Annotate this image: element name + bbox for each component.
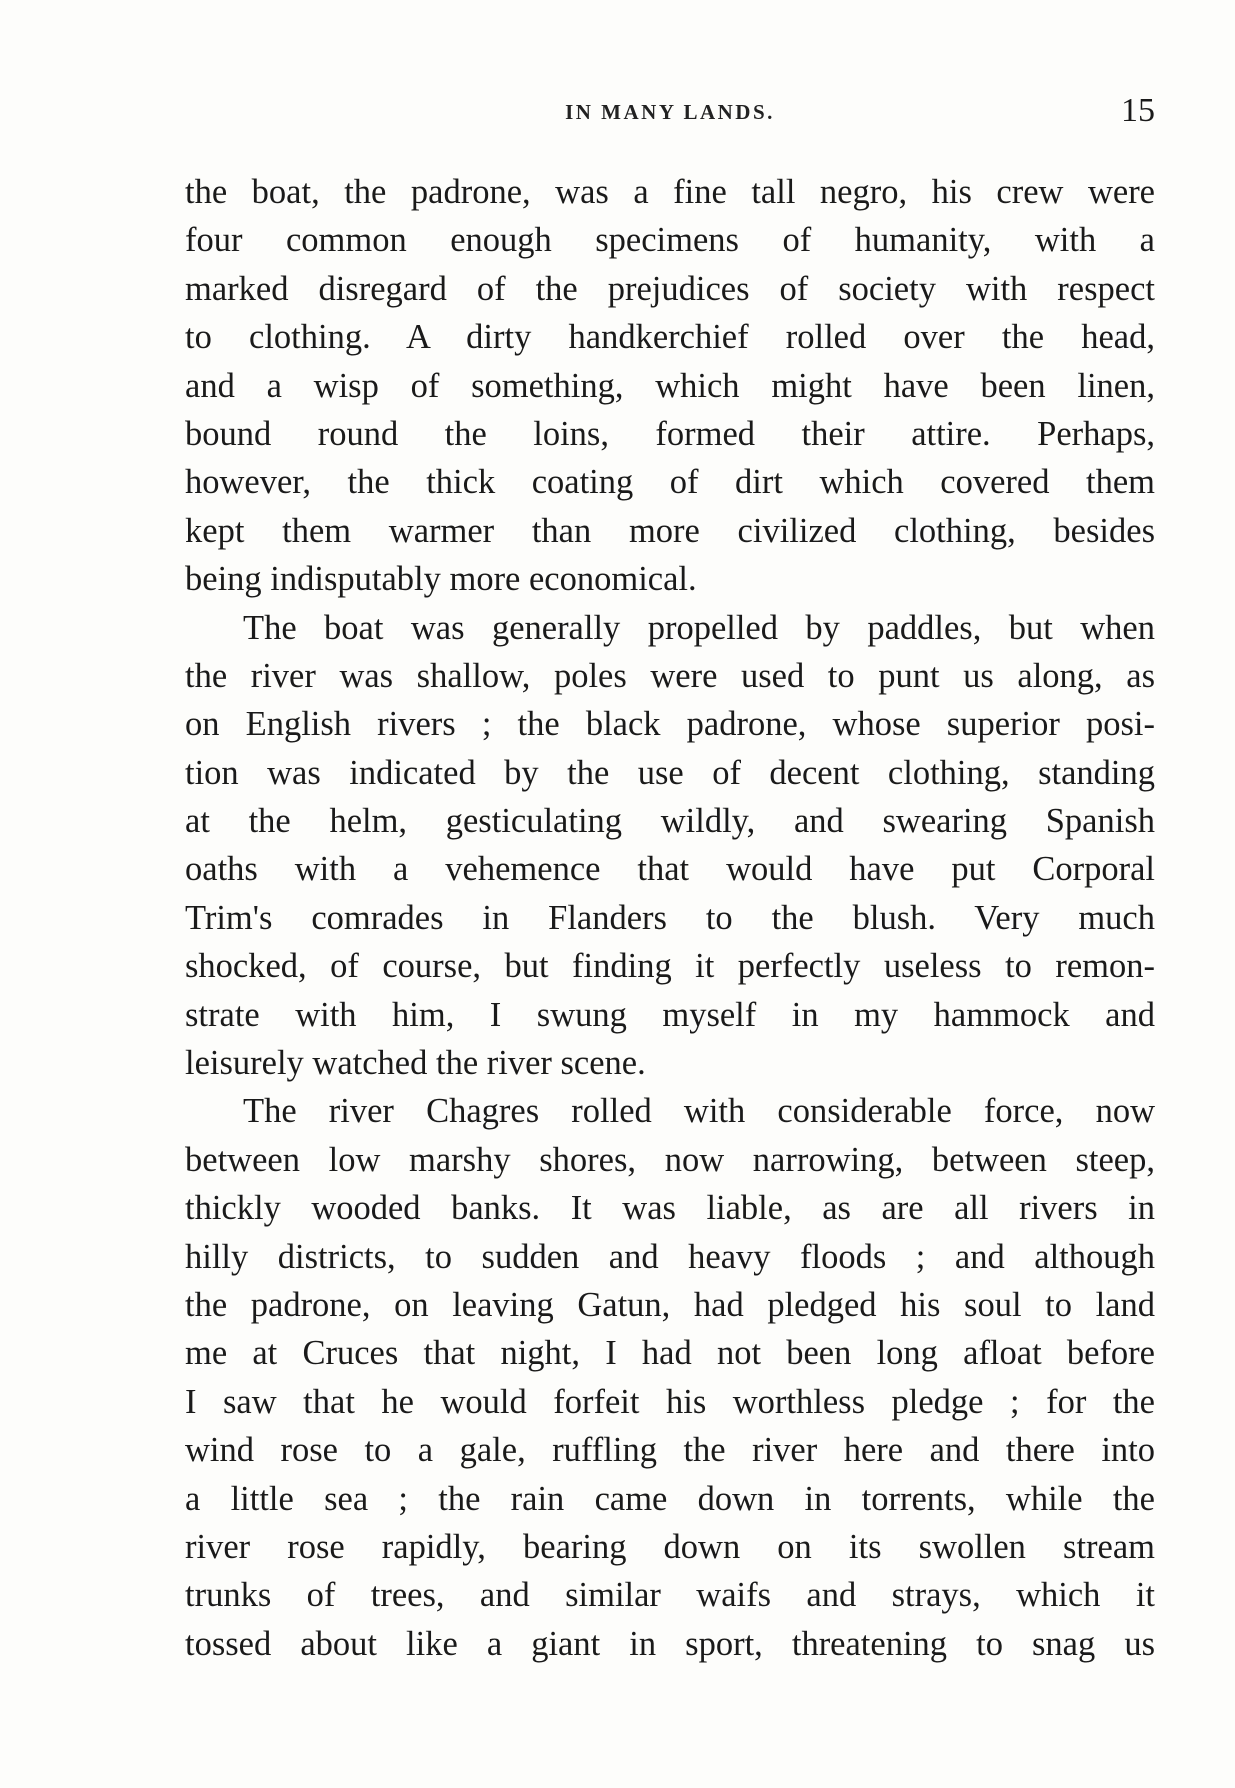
text-line: on English rivers ; the black padrone, whose superior posi- (185, 705, 1155, 744)
text-line: hilly districts, to sudden and heavy floods ; and although (185, 1237, 1155, 1276)
text-line: to clothing. A dirty handkerchief rolled over the head, (185, 318, 1155, 357)
text-line: kept them warmer than more civilized clothing, besides (185, 511, 1155, 550)
text-line: marked disregard of the prejudices of society with respect (185, 269, 1155, 308)
text-line: trunks of trees, and similar waifs and strays, which it (185, 1576, 1155, 1615)
text-line: river rose rapidly, bearing down on its swollen stream (185, 1527, 1155, 1566)
text-line: tion was indicated by the use of decent clothing, standing (185, 753, 1155, 792)
text-line: strate with him, I swung myself in my hammock and (185, 995, 1155, 1034)
text-line: the river was shallow, poles were used to punt us along, as (185, 656, 1155, 695)
text-line: The river Chagres rolled with considerable force, now (243, 1092, 1155, 1131)
paragraph (185, 1087, 1155, 1668)
text-line: and a wisp of something, which might have been linen, (185, 366, 1155, 405)
text-line: the padrone, on leaving Gatun, had pledged his soul to land (185, 1285, 1155, 1324)
text-line: between low marshy shores, now narrowing, between steep, (185, 1140, 1155, 1179)
text-line: tossed about like a giant in sport, threatening to snag us (185, 1624, 1155, 1663)
running-head (185, 92, 1155, 132)
text-line: I saw that he would forfeit his worthless pledge ; for the (185, 1382, 1155, 1421)
text-line: however, the thick coating of dirt which covered them (185, 463, 1155, 502)
text-line: the boat, the padrone, was a fine tall negro, his crew were (185, 173, 1155, 211)
paragraph (185, 168, 1155, 604)
text-line: bound round the loins, formed their attire. Perhaps, (185, 414, 1155, 453)
text-line: The boat was generally propelled by paddles, but when (243, 608, 1155, 647)
body-text (185, 168, 1155, 1668)
text-line: Trim's comrades in Flanders to the blush. Very much (185, 898, 1155, 937)
text-line: being indisputably more economical. (185, 560, 697, 599)
text-line: a little sea ; the rain came down in torrents, while the (185, 1479, 1155, 1518)
text-line: shocked, of course, but finding it perfectly useless to remon- (185, 947, 1155, 986)
text-line: me at Cruces that night, I had not been long afloat before (185, 1334, 1155, 1373)
running-title: IN MANY LANDS. (565, 100, 775, 124)
text-line: wind rose to a gale, ruffling the river here and there into (185, 1431, 1155, 1470)
text-line: leisurely watched the river scene. (185, 1044, 646, 1083)
page-number: 15 (1121, 92, 1155, 129)
text-line: four common enough specimens of humanity, with a (185, 221, 1155, 260)
text-line: at the helm, gesticulating wildly, and swearing Spanish (185, 802, 1155, 841)
paragraph (185, 604, 1155, 1088)
text-line: thickly wooded banks. It was liable, as are all rivers in (185, 1189, 1155, 1228)
text-line: oaths with a vehemence that would have put Corporal (185, 850, 1155, 889)
